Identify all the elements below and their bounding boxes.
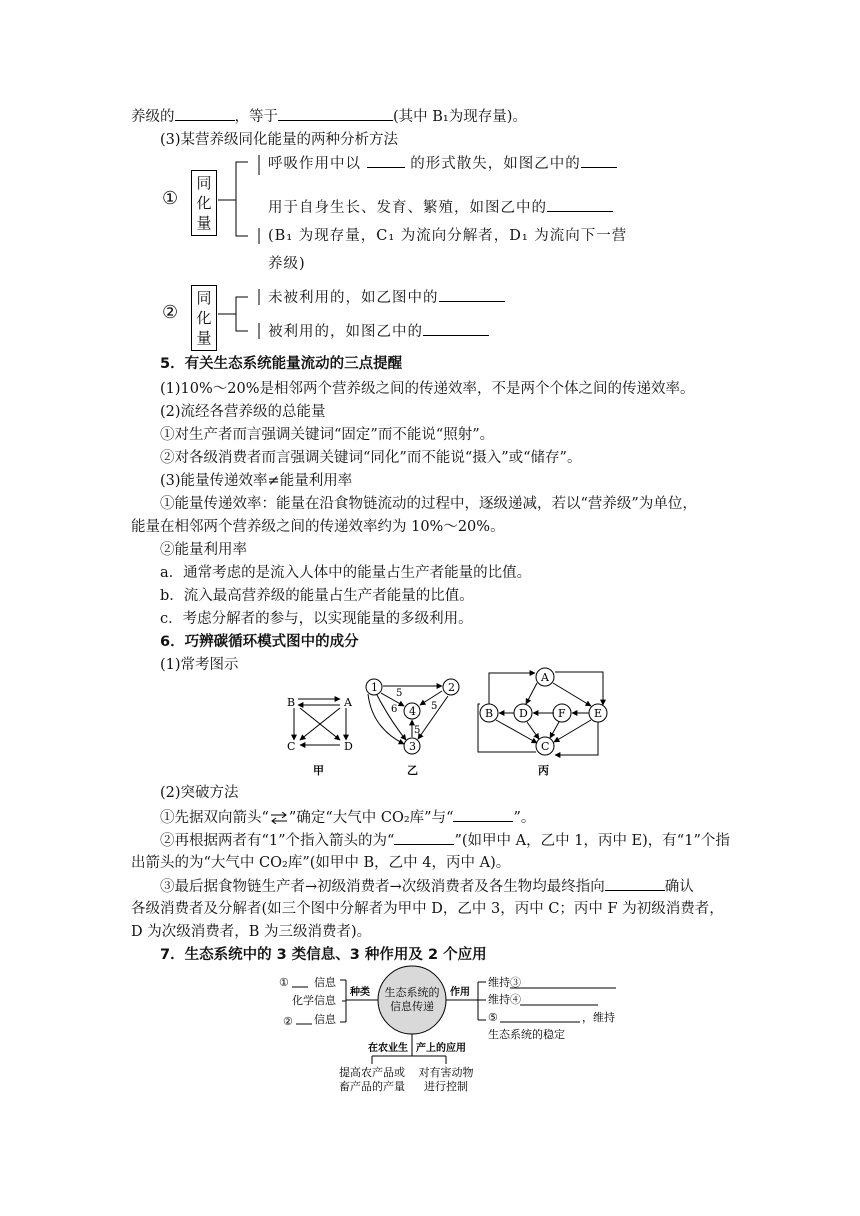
sec6-p4	[160, 830, 730, 851]
box-char: 化	[196, 194, 212, 212]
p4b: ”(如甲中 A，乙中 1，丙中 E)，有“1”个指	[454, 833, 730, 849]
sec6-p3	[160, 807, 535, 828]
blank	[367, 153, 405, 168]
method2-box	[191, 285, 217, 351]
top-line-mid: ，等于	[234, 109, 278, 125]
app2-line1: 对有害动物	[418, 1066, 474, 1079]
role2: 维持④	[488, 993, 521, 1006]
top-line-post: (其中 B₁为现存量)。	[393, 109, 527, 125]
blank	[394, 830, 454, 845]
method2-number: ②	[162, 302, 179, 323]
p4a: ②再根据两者有“1”个指入箭头的为“	[160, 833, 395, 849]
yi-edge-label: 5	[414, 725, 421, 736]
sec5-p11: c．考虑分解者的参与，以实现能量的多级利用。	[160, 611, 473, 627]
blank	[547, 197, 613, 212]
app-label-right: 产上的应用	[416, 1043, 466, 1054]
types-label: 种类	[350, 987, 370, 998]
bing-node-c: C	[541, 740, 550, 753]
method2-line1	[268, 287, 505, 309]
double-arrow-icon	[269, 812, 289, 824]
center-line1: 生态系统的	[384, 986, 440, 999]
fig-label-bing: 丙	[538, 764, 549, 777]
blank	[581, 153, 617, 168]
p3c: ”。	[513, 810, 536, 826]
yi-edge-label: 5	[396, 688, 403, 699]
jia-node-c: C	[287, 740, 296, 753]
carbon-cycle-figures	[270, 665, 620, 780]
box-char: 化	[196, 309, 212, 327]
app2-line2: 进行控制	[424, 1080, 468, 1093]
top-line-pre: 养级的	[131, 109, 175, 125]
jia-node-d: D	[344, 740, 353, 753]
info3: 信息	[314, 1013, 336, 1026]
m2-line2: 被利用的，如图乙中的	[268, 324, 423, 340]
sec5-title: 5．有关生态系统能量流动的三点提醒	[160, 356, 403, 372]
sec5-p1: (1)10%～20%是相邻两个营养级之间的传递效率，不是两个个体之间的传递效率。	[160, 381, 695, 397]
info-transfer-diagram	[270, 960, 650, 1100]
sec6-title: 6．巧辨碳循环模式图中的成分	[160, 634, 359, 650]
sec5-p9: a．通常考虑的是流入人体中的能量占生产者能量的比值。	[160, 565, 532, 581]
jia-node-b: B	[287, 696, 296, 709]
sec6-p6	[160, 876, 694, 897]
m1-line1a: 呼吸作用中以	[268, 156, 361, 172]
p6b: 确认	[664, 879, 694, 895]
info2: 化学信息	[292, 994, 336, 1007]
method1-line1	[268, 153, 617, 175]
bing-node-f: F	[558, 707, 566, 720]
box-char: 同	[196, 289, 212, 307]
box-char: 量	[196, 329, 212, 347]
fig-label-jia: 甲	[313, 764, 324, 777]
center-line2: 信息传递	[390, 1000, 434, 1013]
fig-label-yi: 乙	[407, 764, 418, 777]
box-char: 量	[196, 214, 212, 232]
bing-node-d: D	[519, 707, 528, 720]
p3b: ”确定“大气中 CO₂库”与“	[288, 810, 454, 826]
blank	[453, 807, 513, 822]
role4: 生态系统的稳定	[488, 1028, 565, 1041]
sec5-p10: b．流入最高营养级的能量占生产者能量的比值。	[160, 588, 474, 604]
info3-num: ②	[283, 1015, 293, 1028]
app1-line1: 提高农产品或	[339, 1066, 405, 1079]
sec6-p5: 出箭头的为“大气中 CO₂库”(如甲中 B，乙中 4，丙中 A)。	[131, 855, 511, 871]
info1-num: ①	[279, 976, 289, 989]
yi-edge-label: 6	[391, 704, 398, 715]
p3a: ①先据双向箭头“	[160, 810, 269, 826]
sec5-p2: (2)流经各营养级的总能量	[160, 404, 326, 420]
role1: 维持③	[488, 976, 521, 989]
jia-node-a: A	[344, 696, 352, 709]
sec6-p7: 各级消费者及分解者(如三个图中分解者为甲中 D，乙中 3，丙中 C；丙中 F 为初级消费者，	[131, 901, 724, 917]
app1-line2: 畜产品的产量	[339, 1080, 405, 1093]
info1: 信息	[314, 976, 336, 989]
role3-num: ⑤	[488, 1011, 498, 1024]
app-label-left: 在农业生	[368, 1043, 408, 1054]
method1-line4: 养级)	[268, 256, 306, 272]
method1-line2	[268, 197, 613, 219]
sec6-p1: (1)常考图示	[160, 657, 239, 673]
blank	[605, 876, 665, 891]
sec5-p3: ①对生产者而言强调关键词“固定”而不能说“照射”。	[160, 427, 495, 443]
method1-line3: (B₁ 为现存量，C₁ 为流向分解者，D₁ 为流向下一营	[268, 228, 628, 244]
method2-line2	[268, 321, 489, 343]
blank	[423, 321, 489, 336]
bing-node-e: E	[594, 707, 603, 720]
bing-node-a: A	[541, 671, 549, 684]
yi-node-2: 2	[448, 681, 455, 694]
sec7-title: 7．生态系统中的 3 类信息、3 种作用及 2 个应用	[160, 947, 487, 963]
sec5-p5: (3)能量传递效率≠能量利用率	[160, 473, 353, 489]
sec5-p6: ①能量传递效率：能量在沿食物链流动的过程中，逐级递减，若以“营养级”为单位，	[160, 496, 697, 512]
m1-line2: 用于自身生长、发育、繁殖，如图乙中的	[268, 200, 547, 216]
yi-node-3: 3	[409, 740, 416, 753]
sec5-p4: ②对各级消费者而言强调关键词“同化”而不能说“摄入”或“储存”。	[160, 450, 582, 466]
m1-line1b: 的形式散失，如图乙中的	[410, 156, 581, 172]
sec5-p8: ②能量利用率	[160, 542, 247, 558]
box-char: 同	[196, 174, 212, 192]
sec5-p7: 能量在相邻两个营养级之间的传递效率约为 10%～20%。	[131, 519, 505, 535]
role-label: 作用	[450, 987, 470, 998]
yi-edge-label: 5	[431, 701, 438, 712]
s3-title: (3)某营养级同化能量的两种分析方法	[160, 132, 399, 148]
bing-node-b: B	[485, 707, 494, 720]
role3-tail: ，维持	[582, 1011, 615, 1024]
yi-node-4: 4	[409, 705, 416, 718]
method1-number: ①	[162, 188, 179, 209]
sec6-p8: D 为次级消费者，B 为三级消费者)。	[131, 924, 372, 940]
sec6-p2: (2)突破方法	[160, 785, 239, 801]
m2-line1: 未被利用的，如乙图中的	[268, 290, 439, 306]
p6a: ③最后据食物链生产者→初级消费者→次级消费者及各生物均最终指向	[160, 879, 605, 895]
yi-node-1: 1	[371, 681, 378, 694]
blank	[439, 287, 505, 302]
